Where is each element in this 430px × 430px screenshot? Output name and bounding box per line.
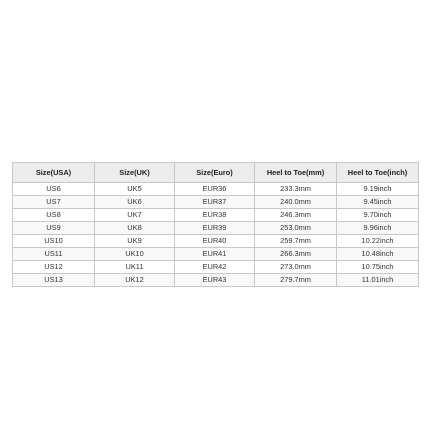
cell-size-euro: EUR42 [175, 261, 255, 274]
cell-size-usa: US12 [13, 261, 95, 274]
cell-size-euro: EUR36 [175, 183, 255, 196]
table-row [13, 261, 419, 274]
header-size-euro: Size(Euro) [175, 163, 255, 183]
cell-heel-to-toe-inch: 10.75inch [337, 261, 419, 274]
cell-size-euro: EUR40 [175, 235, 255, 248]
shoe-size-chart-table [12, 162, 419, 287]
cell-heel-to-toe-mm: 253.0mm [255, 222, 337, 235]
cell-heel-to-toe-mm: 240.0mm [255, 196, 337, 209]
cell-heel-to-toe-mm: 266.3mm [255, 248, 337, 261]
cell-size-euro: EUR39 [175, 222, 255, 235]
cell-heel-to-toe-mm: 279.7mm [255, 274, 337, 287]
cell-size-usa: US6 [13, 183, 95, 196]
cell-size-uk: UK10 [95, 248, 175, 261]
cell-size-euro: EUR41 [175, 248, 255, 261]
cell-size-usa: US9 [13, 222, 95, 235]
cell-size-euro: EUR43 [175, 274, 255, 287]
cell-size-uk: UK9 [95, 235, 175, 248]
table-row [13, 209, 419, 222]
cell-size-usa: US7 [13, 196, 95, 209]
header-size-usa: Size(USA) [13, 163, 95, 183]
table-header-row [13, 163, 419, 183]
cell-size-euro: EUR38 [175, 209, 255, 222]
cell-size-uk: UK11 [95, 261, 175, 274]
cell-size-uk: UK5 [95, 183, 175, 196]
table-row [13, 183, 419, 196]
cell-heel-to-toe-inch: 9.19inch [337, 183, 419, 196]
cell-heel-to-toe-inch: 9.96inch [337, 222, 419, 235]
cell-heel-to-toe-inch: 10.48inch [337, 248, 419, 261]
cell-heel-to-toe-mm: 259.7mm [255, 235, 337, 248]
cell-size-usa: US13 [13, 274, 95, 287]
cell-size-uk: UK12 [95, 274, 175, 287]
cell-size-usa: US10 [13, 235, 95, 248]
table-row [13, 274, 419, 287]
header-heel-to-toe-mm: Heel to Toe(mm) [255, 163, 337, 183]
cell-heel-to-toe-inch: 11.01inch [337, 274, 419, 287]
cell-size-uk: UK7 [95, 209, 175, 222]
cell-heel-to-toe-inch: 9.70inch [337, 209, 419, 222]
table-row [13, 196, 419, 209]
cell-size-usa: US8 [13, 209, 95, 222]
cell-heel-to-toe-mm: 246.3mm [255, 209, 337, 222]
table-row [13, 248, 419, 261]
cell-heel-to-toe-mm: 273.0mm [255, 261, 337, 274]
cell-size-uk: UK8 [95, 222, 175, 235]
cell-size-usa: US11 [13, 248, 95, 261]
cell-heel-to-toe-mm: 233.3mm [255, 183, 337, 196]
cell-heel-to-toe-inch: 10.22inch [337, 235, 419, 248]
cell-size-uk: UK6 [95, 196, 175, 209]
cell-heel-to-toe-inch: 9.45inch [337, 196, 419, 209]
header-size-uk: Size(UK) [95, 163, 175, 183]
table-row [13, 235, 419, 248]
header-heel-to-toe-inch: Heel to Toe(inch) [337, 163, 419, 183]
table-row [13, 222, 419, 235]
cell-size-euro: EUR37 [175, 196, 255, 209]
